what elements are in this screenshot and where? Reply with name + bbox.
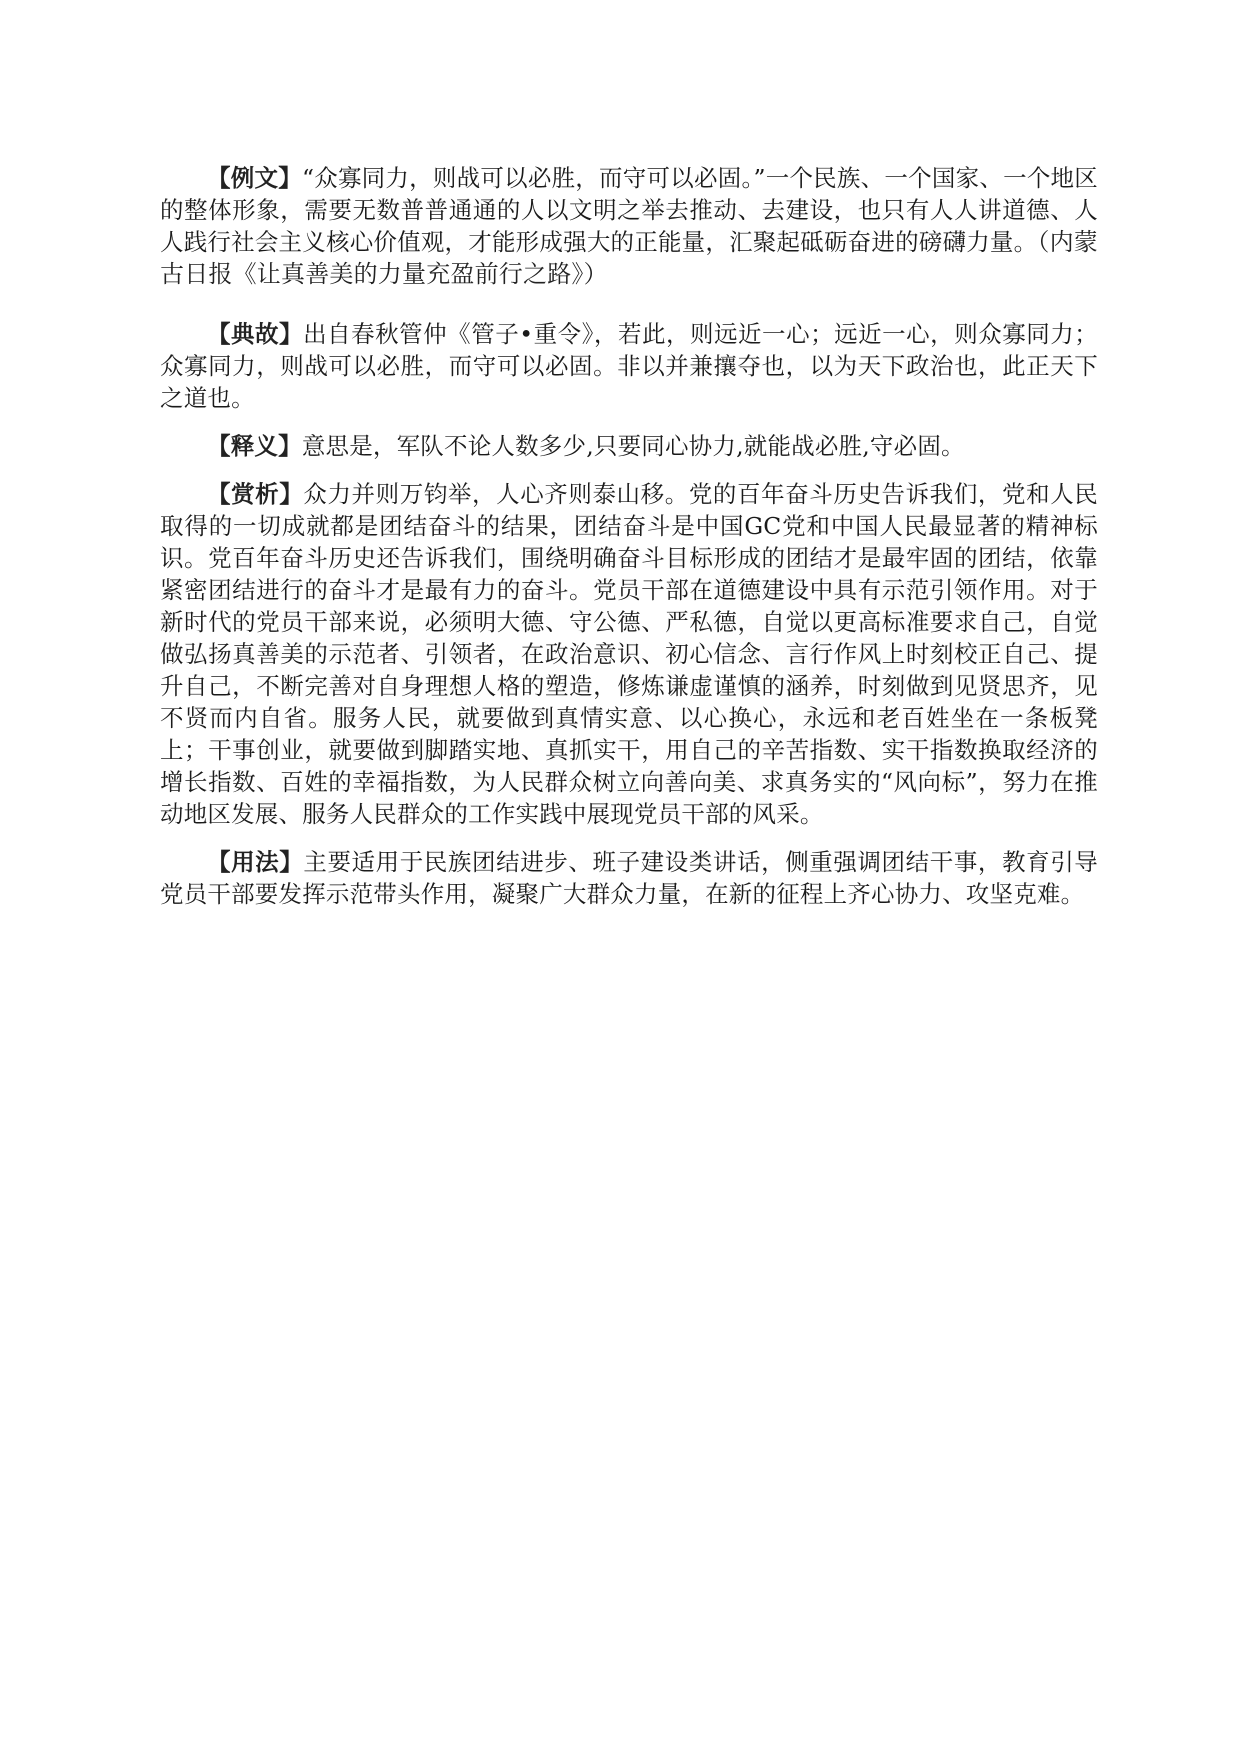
document-body [160,162,1098,910]
allusion-paragraph [160,318,1098,414]
example-source: （内蒙古日报《让真善美的力量充盈前行之路》） [160,228,1098,288]
allusion-text: 出自春秋管仲《管子•重令》，若此，则远近一心；远近一心，则众寡同力；众寡同力，则战可以必胜，而守可以必固。非以并兼攘夺也，以为天下政治也，此正天下之道也。 [160,320,1098,412]
example-label: 【例文】 [207,164,302,192]
allusion-label: 【典故】 [207,320,304,348]
meaning-text: 意思是，军队不论人数多少,只要同心协力,就能战必胜,守必固。 [301,432,965,460]
usage-text: 主要适用于民族团结进步、班子建设类讲话，侧重强调团结干事，教育引导党员干部要发挥示范带头作用，凝聚广大群众力量，在新的征程上齐心协力、攻坚克难。 [160,848,1098,908]
meaning-paragraph [160,430,1098,462]
meaning-label: 【释义】 [207,432,302,460]
appreciation-paragraph [160,478,1098,830]
example-text: “众寡同力，则战可以必胜，而守可以必固。”一个民族、一个国家、一个地区的整体形象，需要无数普普通通的人以文明之举去推动、去建设，也只有人人讲道德、人人践行社会主义核心价值观，才能形成强大的正能量，汇聚起砥砺奋进的磅礴力量。 [160,164,1098,256]
appreciation-label: 【赏析】 [207,480,304,508]
appreciation-text: 众力并则万钧举，人心齐则泰山移。党的百年奋斗历史告诉我们，党和人民取得的一切成就都是团结奋斗的结果，团结奋斗是中国GC党和中国人民最显著的精神标识。党百年奋斗历史还告诉我们，围绕明确奋斗目标形成的团结才是最牢固的团结，依靠紧密团结进行的奋斗才是最有力的奋斗。党员干部在道德建设中具有示范引领作用。对于新时代的党员干部来说，必须明大德、守公德、严私德，自觉以更高标准要求自己，自觉做弘扬真善美的示范者、引领者，在政治意识、初心信念、言行作风上时刻校正自己、提升自己，不断完善对自身理想人格的塑造，修炼谦虚谨慎的涵养，时刻做到见贤思齐，见不贤而内自省。服务人民，就要做到真情实意、以心换心，永远和老百姓坐在一条板凳上；干事创业，就要做到脚踏实地、真抓实干，用自己的辛苦指数、实干指数换取经济的增长指数、百姓的幸福指数，为人民群众树立向善向美、求真务实的“风向标”，努力在推动地区发展、服务人民群众的工作实践中展现党员干部的风采。 [160,480,1098,828]
usage-label: 【用法】 [207,848,304,876]
example-paragraph [160,162,1098,290]
usage-paragraph [160,846,1098,910]
